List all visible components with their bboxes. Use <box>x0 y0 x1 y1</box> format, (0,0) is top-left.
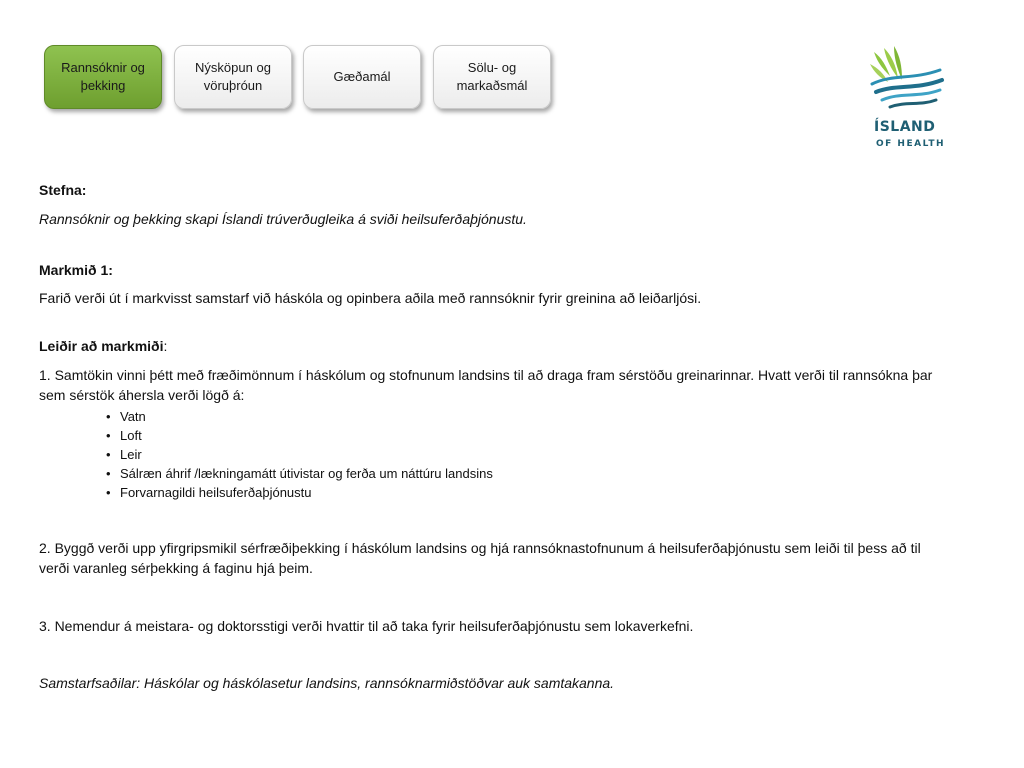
main-content <box>39 180 939 693</box>
bullet-list <box>39 407 939 502</box>
point-1: 1. Samtökin vinni þétt með fræðimönnum í háskólum og stofnunum landsins til að draga fram sérstöðu greinarinnar. Hvatt verði til rannsókna þar sem sérstök áhersla verði lögð á: <box>39 367 933 403</box>
logo-text-island: ÍSLAND <box>874 119 936 135</box>
list-item: • Forvarnagildi heilsuferðaþjónustu <box>120 483 939 502</box>
list-item: • Leir <box>120 445 939 464</box>
tab-solu-markadsmal[interactable]: Sölu- og markaðsmál <box>433 45 551 109</box>
markmid-heading: Markmið 1: <box>39 262 113 278</box>
samstarf-text: Samstarfsaðilar: Háskólar og háskólasetur landsins, rannsóknarmiðstöðvar auk samtakanna. <box>39 675 615 691</box>
leidir-heading-line <box>39 336 939 356</box>
tab-nyskopun[interactable]: Nýsköpun og vöruþróun <box>174 45 292 109</box>
logo-text-of-health: OF HEALTH <box>876 139 945 149</box>
leidir-heading: Leiðir að markmiði <box>39 338 164 354</box>
island-of-health-logo-icon <box>862 44 952 154</box>
list-item: • Loft <box>120 426 939 445</box>
leidir-colon: : <box>163 338 168 354</box>
list-item: • Sálræn áhrif /lækningamátt útivistar og ferða um náttúru landsins <box>120 464 939 483</box>
list-item: • Vatn <box>120 407 939 426</box>
point-2: 2. Byggð verði upp yfirgripsmikil sérfræðiþekking í háskólum landsins og hjá rannsóknastofnunum á heilsuferðaþjónustu sem leiði til þess að til verði varanleg sérþekking á faginu hjá þeim. <box>39 540 921 576</box>
tab-gaedamal[interactable]: Gæðamál <box>303 45 421 109</box>
markmid-text: Farið verði út í markvisst samstarf við háskóla og opinbera aðila með rannsóknir fyrir greinina að leiðarljósi. <box>39 290 702 306</box>
stefna-heading: Stefna: <box>39 182 87 198</box>
point-3: 3. Nemendur á meistara- og doktorsstigi verði hvattir til að taka fyrir heilsuferðaþjónustu sem lokaverkefni. <box>39 618 694 634</box>
tab-rannsoknir[interactable]: Rannsóknir og þekking <box>44 45 162 109</box>
stefna-text: Rannsóknir og þekking skapi Íslandi trúverðugleika á sviði heilsuferðaþjónustu. <box>39 211 527 227</box>
